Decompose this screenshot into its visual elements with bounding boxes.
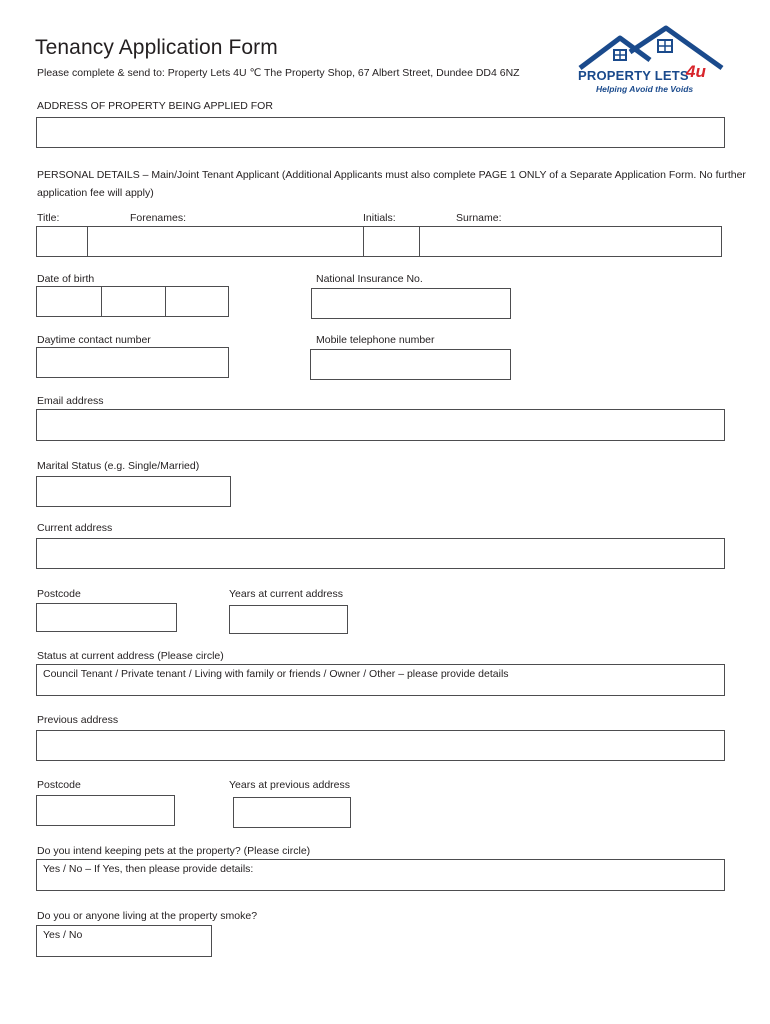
years-previous-label: Years at previous address: [229, 779, 351, 791]
mobile-phone-label: Mobile telephone number: [316, 334, 435, 346]
surname-label: Surname:: [456, 212, 502, 224]
initials-field[interactable]: [363, 226, 420, 257]
pets-field[interactable]: [36, 859, 725, 891]
daytime-phone-field[interactable]: [36, 347, 229, 378]
ni-label: National Insurance No.: [316, 273, 423, 285]
smoke-label: Do you or anyone living at the property smoke?: [37, 910, 258, 922]
surname-field[interactable]: [419, 226, 722, 257]
initials-label: Initials:: [363, 212, 396, 224]
marital-status-field[interactable]: [36, 476, 231, 507]
years-previous-field[interactable]: [233, 797, 351, 828]
current-postcode-field[interactable]: [36, 603, 177, 632]
previous-postcode-label: Postcode: [37, 779, 81, 791]
dob-divider: [165, 287, 166, 316]
logo-brand-text: PROPERTY LETS: [578, 68, 689, 83]
logo-tagline: Helping Avoid the Voids: [596, 84, 694, 94]
pets-label: Do you intend keeping pets at the property? (Please circle): [37, 845, 311, 857]
property-lets-logo: [574, 24, 730, 102]
logo-4u-text: 4u: [686, 62, 706, 81]
property-address-field[interactable]: [36, 117, 725, 148]
smoke-options: Yes / No: [43, 929, 83, 941]
houses-icon: [574, 24, 730, 74]
pets-options: Yes / No – If Yes, then please provide details:: [43, 863, 254, 875]
status-field[interactable]: [36, 664, 725, 696]
marital-status-label: Marital Status (e.g. Single/Married): [37, 460, 200, 472]
years-current-field[interactable]: [229, 605, 348, 634]
forenames-field[interactable]: [87, 226, 364, 257]
forenames-label: Forenames:: [130, 212, 187, 224]
email-label: Email address: [37, 395, 104, 407]
years-current-label: Years at current address: [229, 588, 344, 600]
personal-details-heading: PERSONAL DETAILS – Main/Joint Tenant Applicant (Additional Applicants must also complete PAGE 1 ONLY of a Separate Application Form. No further application fee will apply): [37, 169, 746, 199]
page-title: Tenancy Application Form: [35, 36, 278, 59]
property-address-label: ADDRESS OF PROPERTY BEING APPLIED FOR: [37, 100, 273, 112]
email-field[interactable]: [36, 409, 725, 441]
current-address-field[interactable]: [36, 538, 725, 569]
send-to-address: Please complete & send to: Property Lets 4U ℃ The Property Shop, 67 Albert Street, Dundee DD4 6NZ: [37, 67, 520, 79]
dob-label: Date of birth: [37, 273, 95, 285]
status-label: Status at current address (Please circle): [37, 650, 224, 662]
ni-field[interactable]: [311, 288, 511, 319]
previous-address-field[interactable]: [36, 730, 725, 761]
previous-address-label: Previous address: [37, 714, 119, 726]
mobile-phone-field[interactable]: [310, 349, 511, 380]
current-postcode-label: Postcode: [37, 588, 81, 600]
current-address-label: Current address: [37, 522, 113, 534]
dob-divider: [101, 287, 102, 316]
title-label: Title:: [37, 212, 60, 224]
title-field[interactable]: [36, 226, 88, 257]
previous-postcode-field[interactable]: [36, 795, 175, 826]
status-options: Council Tenant / Private tenant / Living with family or friends / Owner / Other – please provide details: [43, 668, 509, 680]
daytime-phone-label: Daytime contact number: [37, 334, 151, 346]
dob-field[interactable]: [36, 286, 229, 317]
smoke-field[interactable]: [36, 925, 212, 957]
